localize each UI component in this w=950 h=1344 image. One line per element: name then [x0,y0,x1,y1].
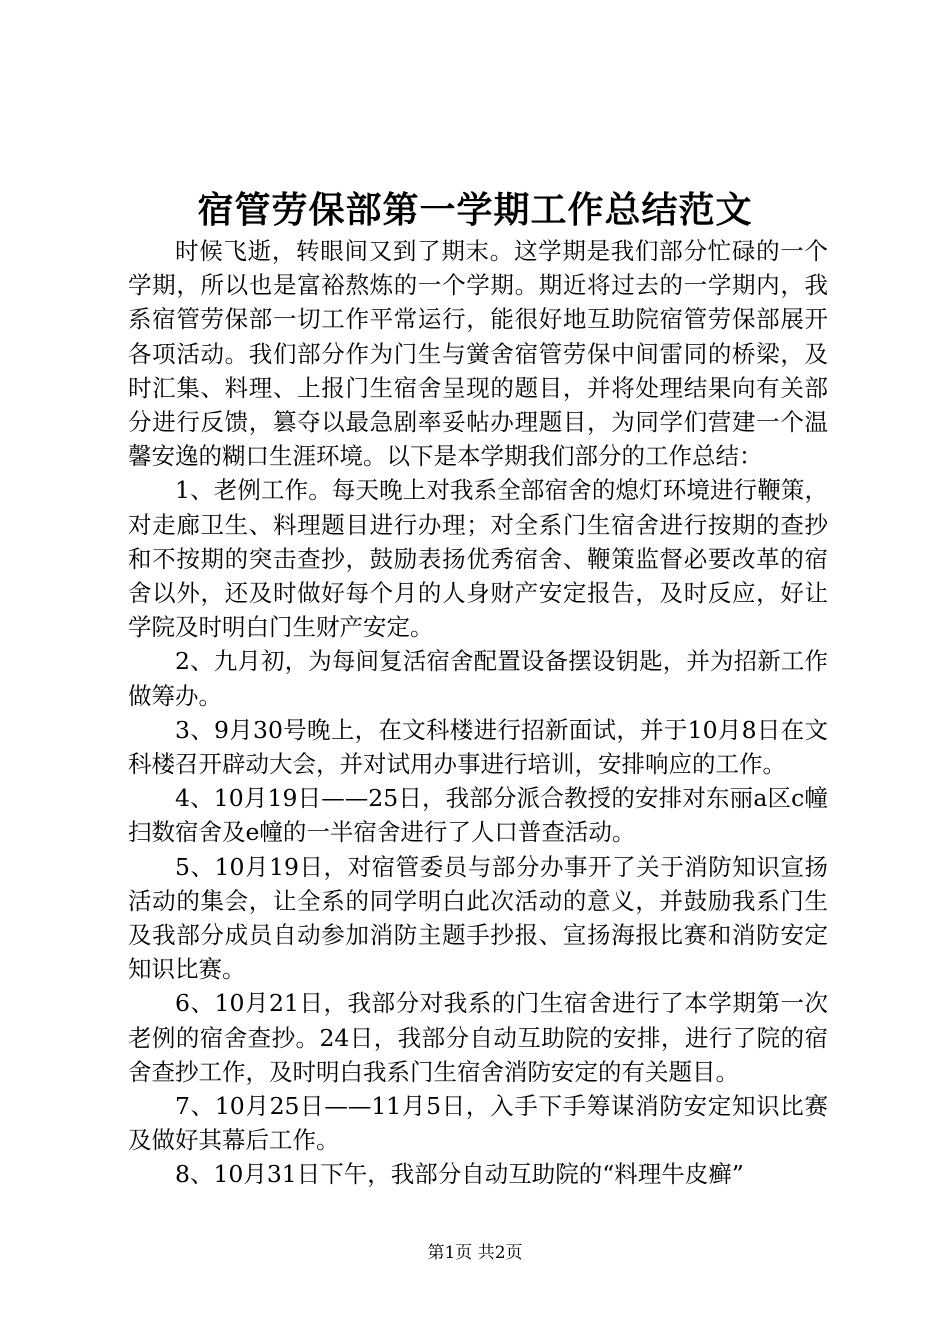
paragraph-item-1: 1、老例工作。每天晚上对我系全部宿舍的熄灯环境进行鞭策，对走廊卫生、料理题目进行办理；对全系门生宿舍进行按期的查抄和不按期的突击查抄，鼓励表扬优秀宿舍、鞭策监督必要改革的宿舍以外，还及时做好每个月的人身财产安定报告，及时反应，好让学院及时明白门生财产安定。 [128,476,828,642]
paragraph-item-3: 3、9月30号晚上，在文科楼进行招新面试，并于10月8日在文科楼召开辟动大会，并对试用办事进行培训，安排响应的工作。 [128,715,828,779]
document-body [128,234,828,1192]
paragraph-item-8: 8、10月31日下午，我部分自动互助院的“料理牛皮癣” [175,1160,744,1189]
paragraph-item-6: 6、10月21日，我部分对我系的门生宿舍进行了本学期第一次老例的宿舍查抄。24日，我部分自动互助院的安排，进行了院的宿舍查抄工作，及时明白我系门生宿舍消防安定的有关题目。 [128,989,828,1086]
page-number-footer: 第1页 共2页 [427,1243,523,1263]
intro-paragraph: 时候飞逝，转眼间又到了期末。这学期是我们部分忙碌的一个学期，所以也是富裕熬炼的一个学期。期近将过去的一学期内，我系宿管劳保部一切工作平常运行，能很好地互助院宿管劳保部展开各项活动。我们部分作为门生与黉舍宿管劳保中间雷同的桥梁，及时汇集、料理、上报门生宿舍呈现的题目，并将处理结果向有关部分进行反馈，篡夺以最急剧率妥帖办理题目，为同学们营建一个温馨安逸的糊口生涯环境。以下是本学期我们部分的工作总结： [128,237,828,471]
document-title: 宿管劳保部第一学期工作总结范文 [197,189,753,231]
paragraph-item-2: 2、九月初，为每间复活宿舍配置设备摆设钥匙，并为招新工作做筹办。 [128,647,828,710]
paragraph-item-7: 7、10月25日——11月5日，入手下手筹谋消防安定知识比赛及做好其幕后工作。 [128,1092,828,1155]
paragraph-item-5: 5、10月19日，对宿管委员与部分办事开了关于消防知识宣扬活动的集会，让全系的同学明白此次活动的意义，并鼓励我系门生及我部分成员自动参加消防主题手抄报、宣扬海报比赛和消防安定知识比赛。 [128,852,828,984]
paragraph-item-4: 4、10月19日——25日，我部分派合教授的安排对东丽a区c幢扫数宿舍及e幢的一半宿舍进行了人口普查活动。 [128,784,828,847]
